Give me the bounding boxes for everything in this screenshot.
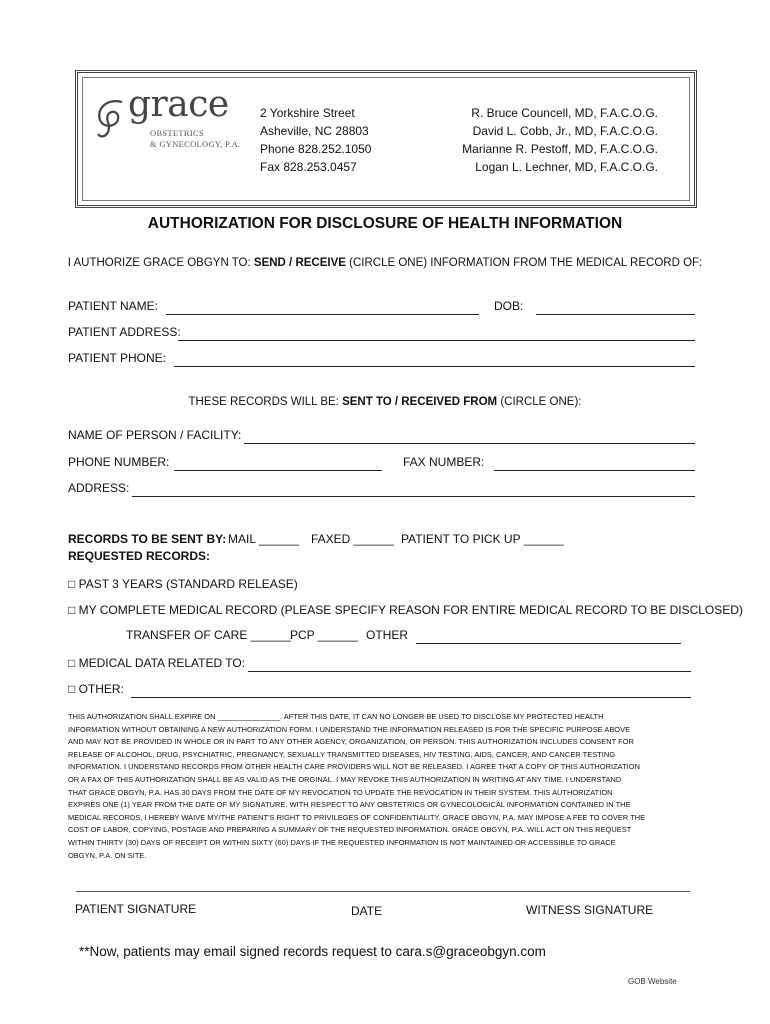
physician-name: R. Bruce Councell, MD, F.A.C.O.G.: [471, 106, 658, 120]
physician-name: David L. Cobb, Jr., MD, F.A.C.O.G.: [472, 124, 658, 138]
pcp-option[interactable]: PCP ______: [290, 628, 358, 642]
past-3-years-checkbox[interactable]: □ PAST 3 YEARS (STANDARD RELEASE): [68, 577, 298, 591]
legal-line: EXPIRES ONE (1) YEAR FROM THE DATE OF MY SIGNATURE. WITH RESPECT TO ANY OBSTETRICS OR GYNECOLOGICAL INFORMATION CONTAINED IN THE: [68, 800, 631, 810]
witness-signature-label: WITNESS SIGNATURE: [526, 903, 654, 917]
other-checkbox[interactable]: □ OTHER:: [68, 682, 124, 696]
facility-address-field[interactable]: [132, 496, 695, 497]
logo-subtitle-line-2: & GYNECOLOGY, P.A.: [150, 139, 241, 149]
facility-address-label: ADDRESS:: [68, 481, 130, 495]
send-receive-choice[interactable]: SEND / RECEIVE: [253, 257, 346, 269]
patient-address-field[interactable]: [178, 340, 695, 341]
patient-signature-label: PATIENT SIGNATURE: [75, 902, 197, 916]
other-reason-label: OTHER: [366, 628, 408, 642]
address-line: Asheville, NC 28803: [260, 124, 369, 138]
other-field[interactable]: [131, 697, 691, 698]
legal-line: OBGYN, P.A. ON SITE.: [68, 850, 147, 860]
signature-line[interactable]: [76, 891, 690, 892]
patient-name-label: PATIENT NAME:: [68, 299, 159, 313]
complete-record-checkbox[interactable]: □ MY COMPLETE MEDICAL RECORD (PLEASE SPECIFY REASON FOR ENTIRE MEDICAL RECORD TO BE DISCLOSED): [68, 603, 743, 617]
patient-phone-field[interactable]: [174, 366, 695, 367]
email-instructions: **Now, patients may email signed records request to cara.s@graceobgyn.com: [79, 944, 546, 959]
records-direction-statement: [0, 396, 770, 408]
legal-line: COST OF LABOR, COPYING, POSTAGE AND PREPARING A SUMMARY OF THE REQUESTED INFORMATION. GRACE OBGYN, P.A. WILL ACT ON THIS REQUEST: [68, 825, 632, 835]
logo-subtitle-line-1: OBSTETRICS: [150, 128, 205, 138]
physician-name: Marianne R. Pestoff, MD, F.A.C.O.G.: [462, 142, 658, 156]
logo-wordmark: grace: [128, 84, 229, 125]
medical-data-checkbox[interactable]: □ MEDICAL DATA RELATED TO:: [68, 656, 246, 670]
dob-label: DOB:: [494, 299, 524, 313]
legal-line: THAT GRACE OBGYN, P.A. HAS 30 DAYS FROM THE DATE OF MY REVOCATION TO UPDATE THE REVOCATION IN THEIR SYSTEM. THIS AUTHORIZATION: [68, 787, 613, 797]
legal-line: INFORMATION. I UNDERSTAND RECORDS FROM OTHER HEALTH CARE PROVIDERS WILL NOT BE RELEASED. I AGREE THAT A COPY OF THIS AUTHORIZATION: [68, 762, 640, 772]
requested-records-label: REQUESTED RECORDS:: [68, 549, 211, 563]
authorize-suffix: (CIRCLE ONE) INFORMATION FROM THE MEDICAL RECORD OF:: [345, 257, 703, 269]
dob-field[interactable]: [536, 314, 695, 315]
logo-subtitle: [150, 128, 241, 150]
physician-list: [462, 104, 658, 176]
legal-line: AND MAY NOT BE PROVIDED IN WHOLE OR IN PART TO ANY OTHER AGENCY, ORGANIZATION, OR PERSON. THIS AUTHORIZATION INCLUDES CONSENT FOR: [68, 737, 634, 747]
faxed-option[interactable]: FAXED ______: [311, 532, 394, 546]
facility-phone-field[interactable]: [174, 470, 382, 471]
pickup-option[interactable]: PATIENT TO PICK UP ______: [401, 532, 564, 546]
legal-line: MEDICAL RECORDS, I HEREBY WAIVE MY/THE PATIENT'S RIGHT TO PRIVILEGES OF CONFIDENTIALITY. GRACE OBGYN, P.A. MAY IMPOSE A FEE TO COVER THE: [68, 812, 646, 822]
date-label: DATE: [351, 904, 383, 918]
records-direction-prefix: THESE RECORDS WILL BE:: [188, 396, 343, 408]
sent-by-label: RECORDS TO BE SENT BY:: [68, 532, 227, 546]
patient-phone-label: PATIENT PHONE:: [68, 351, 167, 365]
facility-name-field[interactable]: [244, 443, 695, 444]
legal-line: OR A FAX OF THIS AUTHORIZATION SHALL BE AS VALID AS THE ORGINAL. I MAY REVOKE THIS AUTHORIZATION IN WRITING AT ANY TIME. I UNDERSTAND: [68, 774, 622, 784]
practice-address: [260, 104, 371, 176]
legal-terms: [68, 711, 708, 862]
records-direction-suffix: (CIRCLE ONE):: [497, 396, 582, 408]
facility-name-label: NAME OF PERSON / FACILITY:: [68, 428, 242, 442]
physician-name: Logan L. Lechner, MD, F.A.C.O.G.: [475, 160, 658, 174]
medical-data-field[interactable]: [248, 671, 691, 672]
legal-line: THIS AUTHORIZATION SHALL EXPIRE ON _______________. AFTER THIS DATE, IT CAN NO LONGER BE USED TO DISCLOSE MY PROTECTED HEALTH: [68, 712, 604, 721]
transfer-of-care-option[interactable]: TRANSFER OF CARE ______: [126, 628, 291, 642]
authorize-prefix: I AUTHORIZE GRACE OBGYN TO:: [67, 257, 254, 269]
legal-line: WITHIN THIRTY (30) DAYS OF RECEIPT OR WITHIN SIXTY (60) DAYS IF THE REQUESTED INFORMATION IS NOT MAINTAINED OR ACCESSIBLE TO GRACE: [68, 837, 616, 847]
sent-received-choice[interactable]: SENT TO / RECEIVED FROM: [342, 396, 498, 408]
authorize-statement: [0, 257, 770, 269]
legal-line: INFORMATION WITHOUT OBTAINING A NEW AUTHORIZATION FORM. I UNDERSTAND THE INFORMATION RELEASED IS FOR THE SPECIFIC PURPOSE ABOVE: [68, 724, 631, 734]
legal-line: RELEASE OF ALCOHOL, DRUG, PSYCHIATRIC, PREGNANCY, SEXUALLY TRANSMITTED DISEASES, HIV TESTING, AIDS, CANCER, AND CANCER TESTING: [68, 749, 616, 759]
facility-fax-label: FAX NUMBER:: [403, 455, 485, 469]
phone-line: Phone 828.252.1050: [260, 142, 372, 156]
facility-fax-field[interactable]: [494, 470, 695, 471]
facility-phone-label: PHONE NUMBER:: [68, 455, 170, 469]
patient-address-label: PATIENT ADDRESS:: [68, 325, 181, 339]
fax-line: Fax 828.253.0457: [260, 160, 357, 174]
other-reason-field[interactable]: [416, 643, 681, 644]
footer-label: GOB Website: [628, 977, 677, 986]
patient-name-field[interactable]: [166, 314, 479, 315]
mail-option[interactable]: MAIL ______: [228, 532, 299, 546]
address-line: 2 Yorkshire Street: [260, 106, 355, 120]
form-title: AUTHORIZATION FOR DISCLOSURE OF HEALTH INFORMATION: [147, 215, 623, 232]
